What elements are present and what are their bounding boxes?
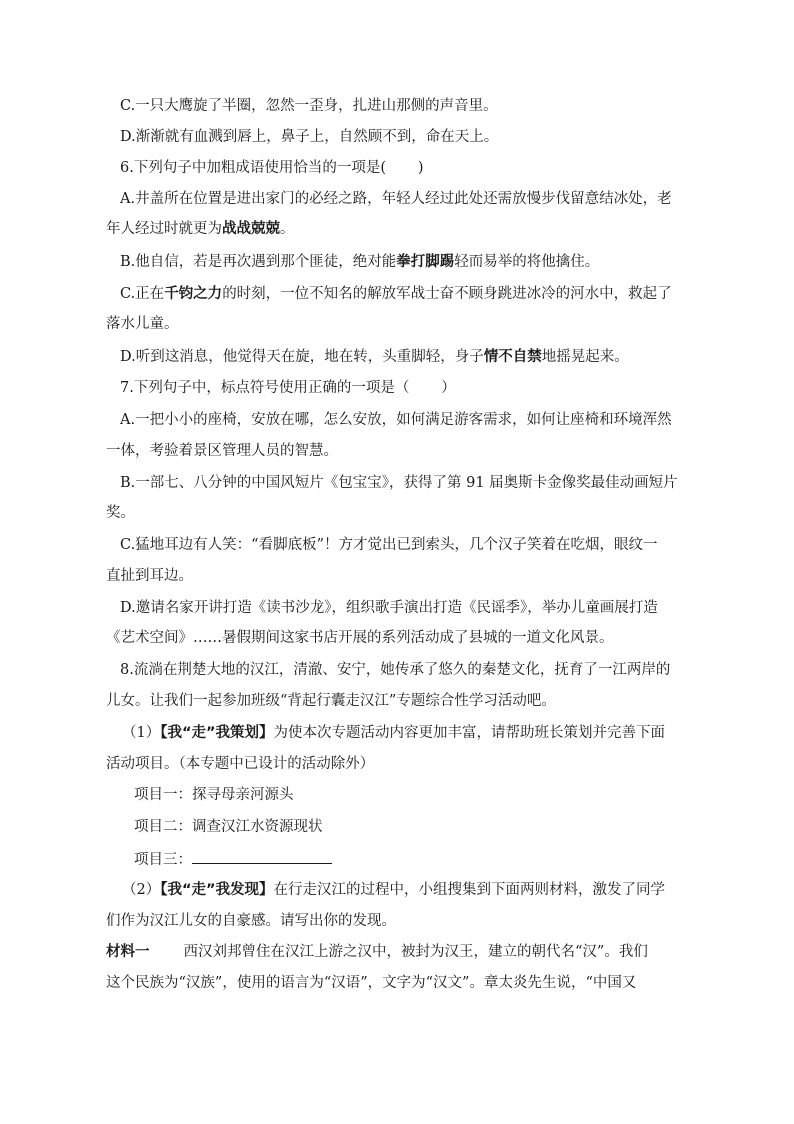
- q7-option-b-line2: 奖。: [106, 505, 135, 521]
- q8-item1: 项目一：探寻母亲河源头: [134, 787, 294, 803]
- q6-d-text: D.听到这消息，他觉得天在旋，地在转，头重脚轻，身子: [120, 349, 484, 365]
- q8-part2: [122, 880, 694, 900]
- q7-option-b-line1: B.一部七、八分钟的中国风短片《包宝宝》，获得了第 91 届奥斯卡金像奖最佳动画短片: [120, 475, 678, 491]
- material-1: [106, 942, 694, 962]
- q6-b-text: B.他自信，若是再次遇到那个匪徒，绝对能: [120, 254, 397, 270]
- q8-part1-text: 为使本次专题活动内容更加丰富，请帮助班长策划并完善下面: [273, 725, 666, 741]
- q6-d-bold-idiom: 情不自禁: [483, 349, 542, 365]
- q7-option-d-line2: 《艺术空间》……暑假期间这家书店开展的系列活动成了县城的一道文化风景。: [106, 630, 614, 646]
- q6-option-a-line2: [106, 219, 706, 239]
- q6-a-bold-idiom: 战战兢兢: [222, 221, 280, 237]
- q6-stem-close: ): [417, 160, 424, 176]
- q6-option-b: [120, 252, 720, 272]
- q8-part1-number: （1）: [122, 725, 161, 741]
- q5-option-d: D.渐渐就有血溅到唇上，鼻子上，自然顾不到，命在天上。: [120, 129, 499, 145]
- q8-part2-text: 在行走汉江的过程中，小组搜集到下面两则材料，激发了同学: [273, 882, 666, 898]
- q7-option-c-line2: 直扯到耳边。: [106, 568, 193, 584]
- q7-stem: [120, 378, 720, 398]
- material-1-text: 西汉刘邦曾住在汉江上游之汉中，被封为汉王，建立的朝代名“汉”。我们: [183, 944, 648, 960]
- q6-b-bold-idiom: 拳打脚踢: [396, 254, 455, 270]
- q7-stem-text: 7.下列句子中，标点符号使用正确的一项是（: [120, 380, 410, 396]
- q6-option-a-line1: A.井盖所在位置是进出家门的必经之路，年轻人经过此处还需放慢步伐留意结冰处，老: [120, 191, 672, 207]
- q6-option-c: [120, 284, 694, 304]
- q8-stem-line2: 儿女。让我们一起参加班级“背起行囊走汉江”专题综合性学习活动吧。: [106, 693, 556, 709]
- q8-part1-line2: 活动项目。（本专题中已设计的活动除外）: [106, 756, 375, 772]
- q6-a-text: 年人经过时就更为: [106, 221, 222, 237]
- q6-c-text-end: 的时刻，一位不知名的解放军战士奋不顾身跳进冰冷的河水中，救起了: [222, 286, 672, 302]
- q7-option-a-line1: A.一把小小的座椅，安放在哪，怎么安放，如何满足游客需求，如何让座椅和环境浑然: [120, 412, 672, 428]
- q6-d-text-end: 地摇晃起来。: [541, 349, 629, 365]
- q8-part2-number: （2）: [122, 882, 161, 898]
- q8-part2-heading: 【我“走”我发现】: [160, 882, 274, 898]
- answer-blank-line[interactable]: [192, 849, 332, 864]
- material-1-label: 材料一: [106, 944, 150, 960]
- q5-option-c: C.一只大鹰旋了半圈，忽然一歪身，扎进山那侧的声音里。: [120, 98, 498, 114]
- q7-stem-close: ）: [441, 380, 456, 396]
- q6-stem-text: 6.下列句子中加粗成语使用恰当的一项是(: [120, 160, 386, 176]
- q7-option-c-line1: C.猛地耳边有人笑：“看脚底板”！方才觉出已到索头，几个汉子笑着在吃烟，眼纹一: [120, 537, 658, 553]
- q6-b-text-end: 轻而易举的将他擒住。: [454, 254, 600, 270]
- q8-part2-line2: 们作为汉江儿女的自豪感。请写出你的发现。: [106, 913, 396, 929]
- material-1-line2: 这个民族为“汉族”，使用的语言为“汉语”，文字为“汉文”。章太炎先生说，“中国又: [106, 975, 637, 991]
- q8-item3: [134, 849, 734, 870]
- q6-option-d: [120, 347, 720, 367]
- q6-stem: [120, 158, 720, 178]
- q8-item2: 项目二：调查汉江水资源现状: [134, 819, 323, 835]
- q6-option-c-line2: 落水儿童。: [106, 316, 179, 332]
- q8-stem-line1: 8.流淌在荆楚大地的汉江，清澈、安宁，她传承了悠久的秦楚文化，抚育了一江两岸的: [120, 662, 671, 678]
- q6-a-text-end: 。: [280, 221, 295, 237]
- q8-item3-label: 项目三：: [134, 852, 192, 868]
- q7-option-d-line1: D.邀请名家开讲打造《读书沙龙》，组织歌手演出打造《民谣季》，举办儿童画展打造: [120, 600, 658, 616]
- q6-c-text: C.正在: [120, 286, 165, 302]
- q7-option-a-line2: 一体，考验着景区管理人员的智慧。: [106, 443, 338, 459]
- q8-part1-heading: 【我“走”我策划】: [160, 725, 274, 741]
- q8-part1: [122, 723, 694, 743]
- q6-c-bold-idiom: 千钧之力: [164, 286, 223, 302]
